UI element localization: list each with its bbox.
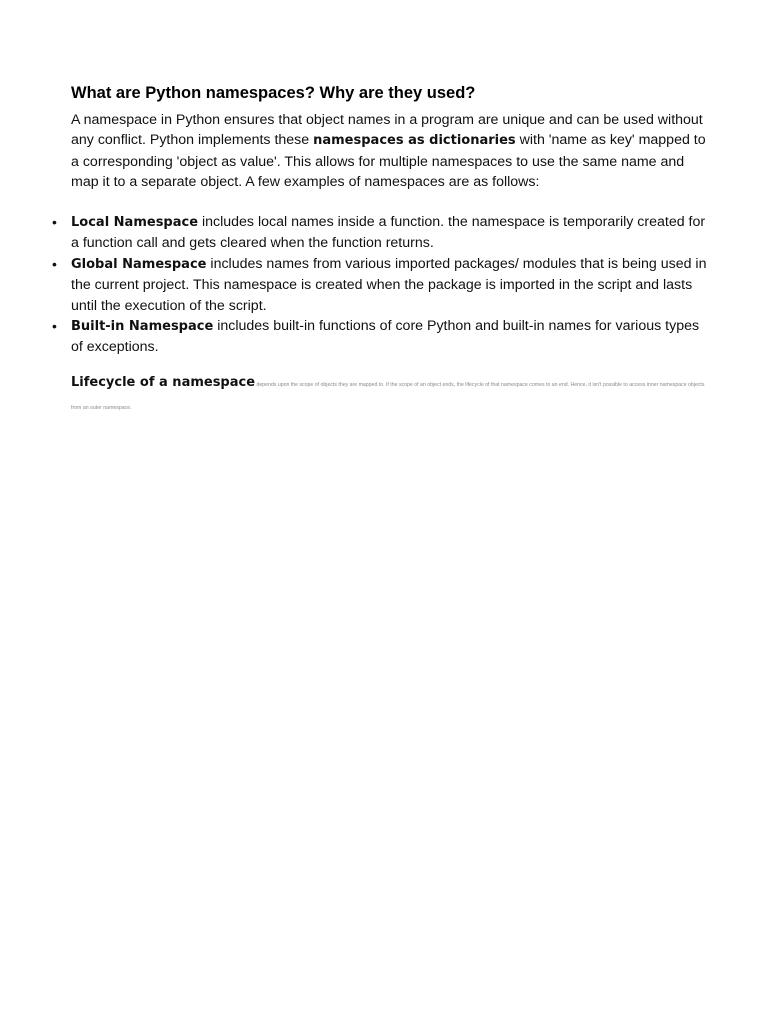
bullet-text: includes local names inside a function. the namespace is temporarily created for a function call and gets cleared when the function returns. <box>71 214 706 252</box>
bullet-text: includes built-in functions of core Python and built-in names for various types of exceptions. <box>71 318 700 356</box>
intro-text-part1: A namespace in Python ensures that object names in a program are unique and can be used without any conflict. Python implements these <box>71 112 703 149</box>
intro-bold-term: namespaces as dictionaries <box>313 133 516 149</box>
bullet-term: Global Namespace <box>71 256 207 272</box>
lifecycle-small-text: depends upon the scope of objects they are mapped to. If the scope of an object ends, the lifecycle of that namespace comes to an end. Hence, it isn't possible to access inner namespace objects from an outer namespace. <box>71 382 705 411</box>
intro-text-part2: with 'name as key' mapped to a corresponding 'object as value'. This allows for multiple namespaces to use the same name and map it to a separate object. A few examples of namespaces are as follows: <box>71 132 706 191</box>
bullet-marker: • <box>52 318 57 335</box>
list-item-builtin-namespace <box>0 316 711 358</box>
lifecycle-term: Lifecycle of a namespace <box>71 375 256 390</box>
namespace-bullet-list <box>0 212 720 358</box>
lifecycle-paragraph <box>71 372 711 418</box>
bullet-term: Local Namespace <box>71 215 199 230</box>
list-item-local-namespace <box>0 212 711 254</box>
bullet-text: includes names from various imported packages/ modules that is being used in the current project. This namespace is created when the package is imported in the script and lasts until the execution of the script. <box>71 255 707 314</box>
bullet-marker: • <box>52 255 57 272</box>
list-item-global-namespace <box>0 254 711 316</box>
bullet-marker: • <box>52 214 57 230</box>
bullet-term: Built-in Namespace <box>71 319 214 335</box>
intro-paragraph <box>71 110 711 193</box>
page-heading: What are Python namespaces? Why are they used? <box>71 84 476 102</box>
